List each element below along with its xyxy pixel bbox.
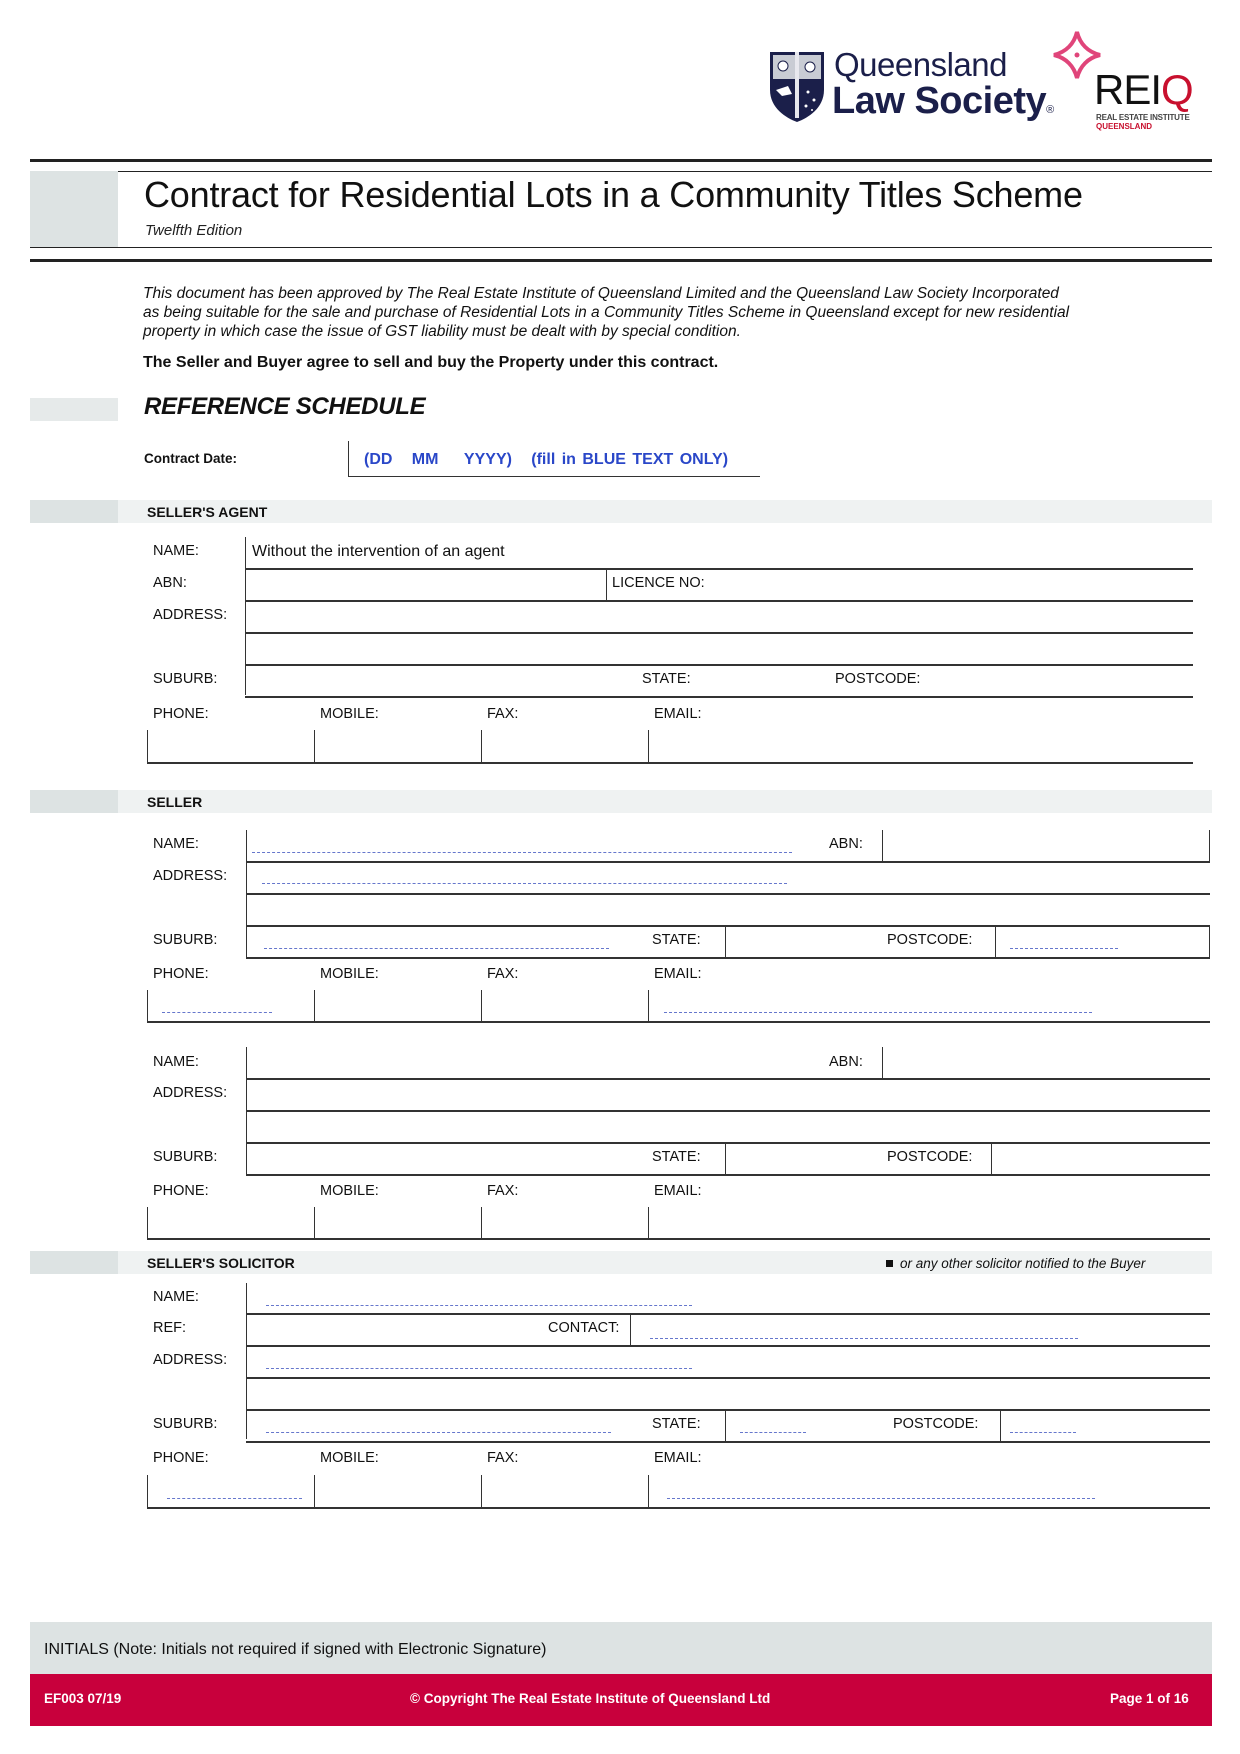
- solicitor-divider: [630, 1314, 631, 1345]
- qls-shield-icon: [768, 50, 826, 124]
- seller1-phone-input[interactable]: [162, 1011, 272, 1013]
- agent-rule: [245, 696, 1193, 698]
- agent-suburb-input[interactable]: [246, 666, 636, 696]
- seller2-name-label: NAME:: [153, 1054, 199, 1070]
- solicitor-divider: [725, 1410, 726, 1441]
- registered-mark: ®: [1046, 104, 1054, 116]
- solicitor-ref-label: REF:: [153, 1320, 187, 1336]
- seller1-divider: [1209, 926, 1210, 958]
- agent-state-label: STATE:: [642, 671, 691, 687]
- qls-name-text: Law Society: [832, 80, 1047, 122]
- solicitor-fax-input[interactable]: [482, 1475, 647, 1506]
- agent-rule: [245, 632, 1193, 634]
- seller2-rule: [246, 1110, 1210, 1112]
- agent-abn-input[interactable]: [246, 570, 606, 600]
- seller-section-bar: [118, 790, 1212, 813]
- solicitor-divider: [648, 1475, 649, 1507]
- reiq-subtitle-1: REAL ESTATE INSTITUTE: [1096, 113, 1190, 122]
- agent-suburb-label: SUBURB:: [153, 671, 218, 687]
- form-code: EF003 07/19: [44, 1691, 122, 1706]
- agent-fax-input[interactable]: [482, 730, 647, 761]
- seller2-phone-label: PHONE:: [153, 1183, 209, 1199]
- solicitor-note: [886, 1256, 1145, 1271]
- agent-abn-label: ABN:: [153, 575, 187, 591]
- title-rule-inner-top: [118, 171, 1212, 172]
- page-title: Contract for Residential Lots in a Community Titles Scheme: [144, 174, 1083, 215]
- solicitor-address-input[interactable]: [266, 1367, 692, 1369]
- reiq-logo: [1052, 30, 1202, 130]
- edition-label: Twelfth Edition: [145, 222, 243, 239]
- agent-licence-label: LICENCE NO:: [612, 575, 705, 591]
- seller2-rule: [147, 1238, 1210, 1240]
- sellers-agent-heading: SELLER'S AGENT: [147, 504, 268, 520]
- agent-state-input[interactable]: [700, 666, 830, 696]
- agreement-statement: The Seller and Buyer agree to sell and buy the Property under this contract.: [143, 354, 719, 371]
- seller-gray-block: [30, 790, 118, 813]
- seller2-state-label: STATE:: [652, 1149, 701, 1165]
- agent-fax-label: FAX:: [487, 706, 519, 722]
- seller1-divider: [995, 926, 996, 958]
- seller1-address-input[interactable]: [262, 882, 787, 884]
- seller2-abn-label: ABN:: [829, 1054, 863, 1070]
- agent-postcode-label: POSTCODE:: [835, 671, 921, 687]
- agent-name-label: NAME:: [153, 543, 199, 559]
- seller2-email-label: EMAIL:: [654, 1183, 702, 1199]
- qls-name-line2: [832, 80, 1054, 123]
- solicitor-state-label: STATE:: [652, 1416, 701, 1432]
- solicitor-suburb-input[interactable]: [266, 1431, 611, 1433]
- seller1-abn-input[interactable]: [883, 830, 1209, 862]
- agent-postcode-input[interactable]: [930, 666, 1190, 696]
- seller2-mobile-input[interactable]: [315, 1207, 480, 1238]
- title-rule-inner-bottom: [30, 247, 1212, 248]
- solicitor-email-input[interactable]: [667, 1497, 1095, 1499]
- seller1-divider: [648, 990, 649, 1022]
- ref-gray-block: [30, 398, 118, 421]
- seller2-abn-input[interactable]: [883, 1047, 1209, 1078]
- seller1-state-label: STATE:: [652, 932, 701, 948]
- solicitor-ref-input[interactable]: [247, 1315, 547, 1345]
- solicitor-name-input[interactable]: [266, 1304, 692, 1306]
- seller1-rule: [147, 1021, 1210, 1023]
- solicitor-address-label: ADDRESS:: [153, 1352, 228, 1368]
- contract-date-placeholder[interactable]: (DD MM YYYY) (fill in BLUE TEXT ONLY): [364, 451, 729, 468]
- bullet-square-icon: [886, 1260, 893, 1267]
- qls-name-line1: Queensland: [834, 46, 1007, 83]
- seller2-state-input[interactable]: [726, 1144, 876, 1175]
- solicitor-mobile-input[interactable]: [315, 1475, 480, 1506]
- seller1-email-label: EMAIL:: [654, 966, 702, 982]
- seller1-suburb-input[interactable]: [264, 947, 609, 949]
- solicitor-phone-input[interactable]: [167, 1497, 302, 1499]
- solicitor-suburb-label: SUBURB:: [153, 1416, 218, 1432]
- solicitor-divider: [1000, 1410, 1001, 1441]
- seller2-name-input[interactable]: [247, 1047, 817, 1078]
- approval-text: This document has been approved by The Real Estate Institute of Queensland Limited and the Queensland Law Society Incorporated as being suitable for the sale and purchase of Residential Lots in a Community Titles Scheme in Queensland except for new residential property in which case the issue of GST liability must be dealt with by special condition.: [143, 285, 1070, 340]
- seller1-state-input[interactable]: [726, 926, 876, 957]
- solicitor-rule: [147, 1507, 1210, 1509]
- solicitor-postcode-label: POSTCODE:: [893, 1416, 979, 1432]
- title-rule-bottom: [30, 259, 1212, 262]
- reiq-rei: REI: [1094, 66, 1162, 113]
- title-rule-top: [30, 159, 1212, 162]
- solicitor-contact-input[interactable]: [650, 1337, 1078, 1339]
- seller-heading: SELLER: [147, 794, 203, 810]
- agent-mobile-input[interactable]: [315, 730, 480, 761]
- solicitor-postcode-input[interactable]: [1010, 1431, 1076, 1433]
- seller1-name-input[interactable]: [252, 851, 792, 853]
- seller1-postcode-input[interactable]: [1010, 947, 1118, 949]
- seller1-fax-label: FAX:: [487, 966, 519, 982]
- seller2-suburb-input[interactable]: [247, 1144, 647, 1175]
- page-number: Page 1 of 16: [1110, 1691, 1189, 1706]
- agent-phone-input[interactable]: [148, 730, 313, 761]
- solicitor-email-label: EMAIL:: [654, 1450, 702, 1466]
- seller1-rule: [246, 861, 1210, 863]
- seller1-rule: [246, 893, 1210, 895]
- solicitor-rule: [246, 1345, 1210, 1347]
- title-gray-block: [30, 171, 118, 247]
- agent-rule: [147, 762, 1193, 764]
- seller2-phone-input[interactable]: [148, 1207, 313, 1238]
- reference-schedule-title: REFERENCE SCHEDULE: [144, 393, 426, 420]
- solicitor-contact-label: CONTACT:: [548, 1320, 620, 1336]
- seller1-fax-input[interactable]: [482, 990, 647, 1021]
- solicitor-divider: [246, 1283, 247, 1439]
- seller1-suburb-label: SUBURB:: [153, 932, 218, 948]
- seller1-phone-label: PHONE:: [153, 966, 209, 982]
- qls-logo: [768, 46, 1058, 126]
- agent-section-bar: [118, 500, 1212, 523]
- agent-divider: [606, 570, 607, 600]
- solicitor-name-label: NAME:: [153, 1289, 199, 1305]
- seller1-divider: [147, 990, 148, 1022]
- agent-licence-input[interactable]: [710, 570, 1190, 600]
- agent-phone-label: PHONE:: [153, 706, 209, 722]
- agent-address-label: ADDRESS:: [153, 607, 228, 623]
- seller1-name-label: NAME:: [153, 836, 199, 852]
- solicitor-gray-block: [30, 1251, 118, 1274]
- agent-gray-block: [30, 500, 118, 523]
- seller2-fax-input[interactable]: [482, 1207, 647, 1238]
- seller2-rule: [246, 1174, 1210, 1176]
- reiq-subtitle-2: QUEENSLAND: [1096, 122, 1153, 131]
- solicitor-mobile-label: MOBILE:: [320, 1450, 379, 1466]
- reiq-q: Q: [1161, 66, 1193, 113]
- solicitor-note-text: or any other solicitor notified to the Buyer: [900, 1256, 1146, 1271]
- agent-email-input[interactable]: [649, 730, 1189, 761]
- solicitor-rule: [246, 1409, 1210, 1411]
- seller2-fax-label: FAX:: [487, 1183, 519, 1199]
- solicitor-divider: [147, 1475, 148, 1507]
- seller2-email-input[interactable]: [649, 1207, 1209, 1238]
- seller1-rule: [246, 957, 1210, 959]
- contract-date-label: Contract Date:: [144, 451, 238, 466]
- agent-mobile-label: MOBILE:: [320, 706, 379, 722]
- agent-name-value[interactable]: Without the intervention of an agent: [252, 543, 505, 560]
- agent-email-label: EMAIL:: [654, 706, 702, 722]
- seller2-mobile-label: MOBILE:: [320, 1183, 379, 1199]
- seller1-email-input[interactable]: [664, 1011, 1092, 1013]
- seller1-mobile-label: MOBILE:: [320, 966, 379, 982]
- initials-note: INITIALS (Note: Initials not required if signed with Electronic Signature): [44, 1641, 547, 1658]
- solicitor-rule: [246, 1377, 1210, 1379]
- solicitor-rule: [246, 1441, 1210, 1443]
- solicitor-state-input[interactable]: [740, 1431, 806, 1433]
- reiq-wordmark: [1094, 66, 1193, 114]
- seller2-address-label: ADDRESS:: [153, 1085, 228, 1101]
- sellers-solicitor-heading: SELLER'S SOLICITOR: [147, 1255, 295, 1271]
- seller2-suburb-label: SUBURB:: [153, 1149, 218, 1165]
- seller2-postcode-label: POSTCODE:: [887, 1149, 973, 1165]
- seller1-abn-label: ABN:: [829, 836, 863, 852]
- seller1-address-label: ADDRESS:: [153, 868, 228, 884]
- solicitor-phone-label: PHONE:: [153, 1450, 209, 1466]
- solicitor-fax-label: FAX:: [487, 1450, 519, 1466]
- copyright-text: © Copyright The Real Estate Institute of Queensland Ltd: [410, 1691, 771, 1706]
- seller1-postcode-label: POSTCODE:: [887, 932, 973, 948]
- seller1-divider: [1209, 830, 1210, 862]
- seller1-mobile-input[interactable]: [315, 990, 480, 1021]
- seller2-postcode-input[interactable]: [992, 1144, 1209, 1175]
